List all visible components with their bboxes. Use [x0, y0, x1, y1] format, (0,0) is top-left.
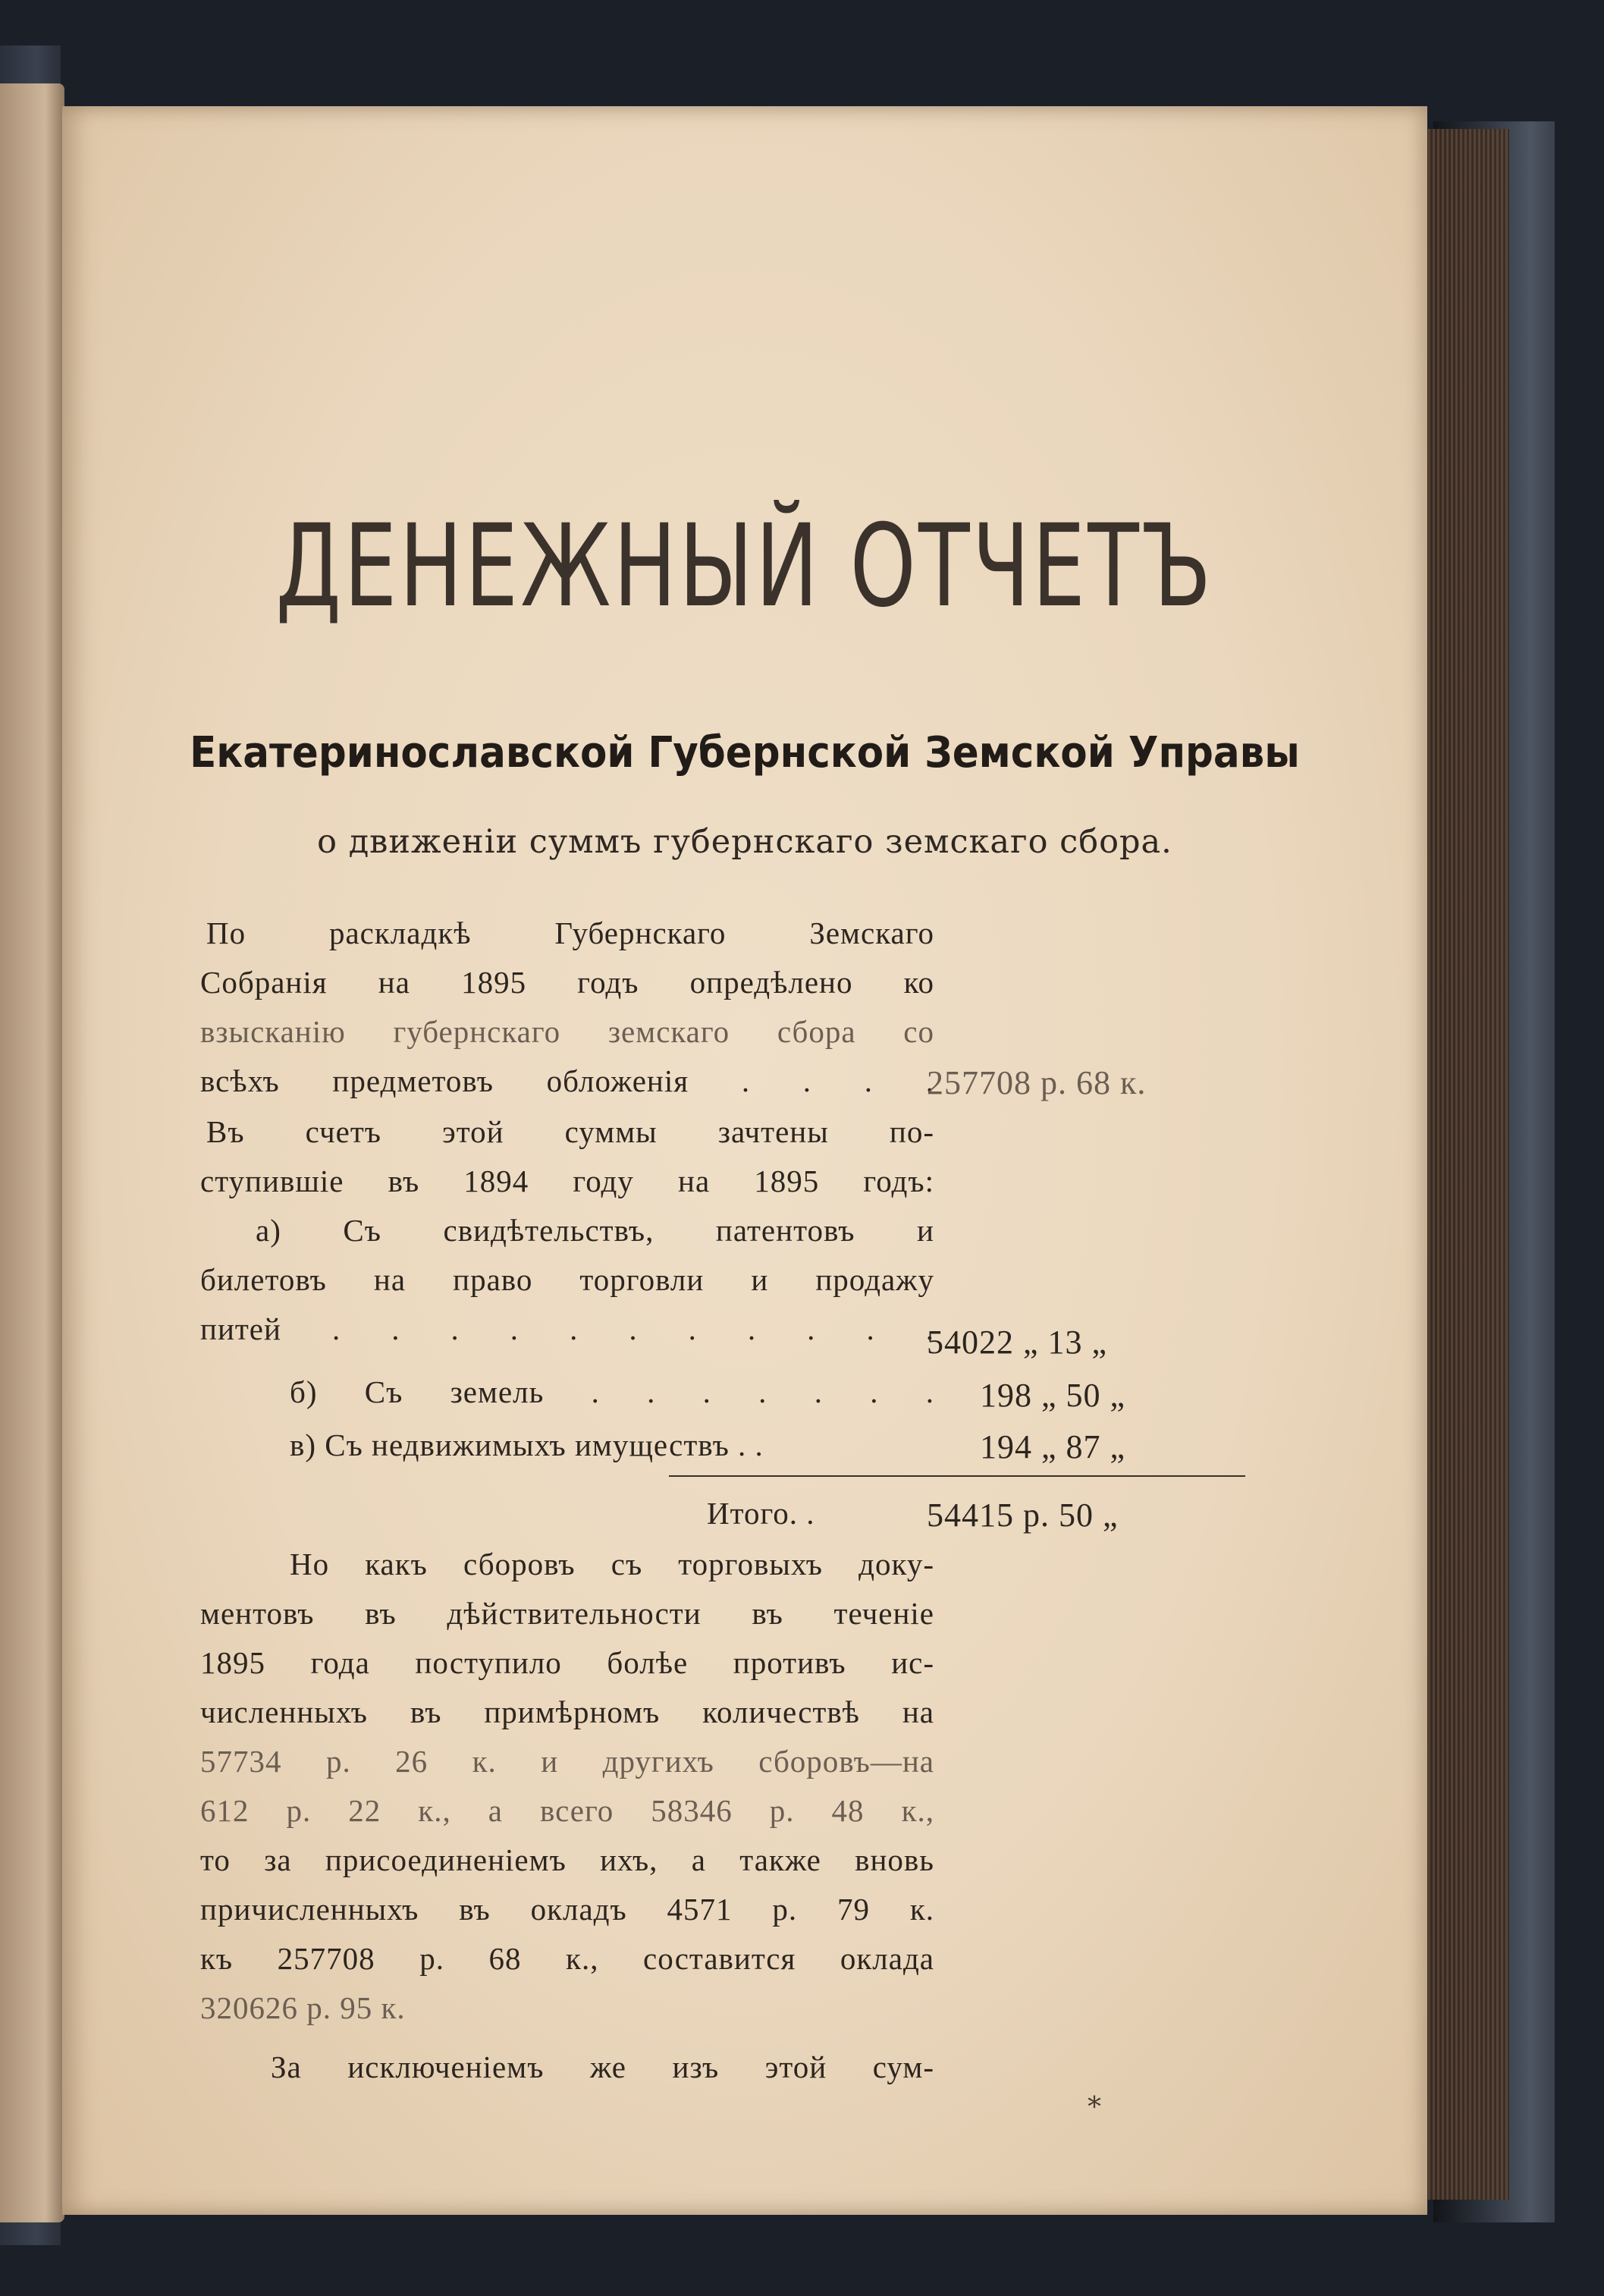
text-line: къ 257708 р. 68 к., составится оклада — [200, 1941, 934, 1976]
item-amount: 194 „ 87 „ — [980, 1428, 1126, 1465]
item-amount: 198 „ 50 „ — [980, 1377, 1126, 1414]
page-content — [62, 106, 1427, 2215]
text-line: 320626 р. 95 к. — [200, 1990, 406, 2025]
item-line: б) Съ земель . . . . . . . — [290, 1374, 934, 1409]
text-line: то за присоединенiемъ ихъ, а также вновь — [200, 1842, 934, 1877]
total-label: Итого. . — [707, 1496, 815, 1531]
sum-rule — [669, 1475, 1245, 1477]
text-line: 57734 р. 26 к. и другихъ сборовъ—на — [200, 1744, 934, 1779]
book-page — [62, 106, 1427, 2215]
total-amount: 54415 р. 50 „ — [927, 1497, 1119, 1534]
text-line: причисленныхъ въ окладъ 4571 р. 79 к. — [200, 1892, 934, 1927]
text-line: Но какъ сборовъ съ торговыхъ доку- — [290, 1547, 934, 1581]
text-line: численныхъ въ примѣрномъ количествѣ на — [200, 1695, 934, 1729]
item-line: в) Съ недвижимыхъ имуществъ . . — [290, 1428, 764, 1462]
amount-total-levy: 257708 р. 68 к. — [927, 1064, 1147, 1101]
text-line: За исключенiемъ же изъ этой сум- — [271, 2049, 934, 2084]
text-line: взысканiю губернскаго земскаго сбора со — [200, 1014, 934, 1049]
page-title: ДЕНЕЖНЫЙ ОТЧЕТЪ — [275, 501, 1214, 633]
text-line: ступившiе въ 1894 году на 1895 годъ: — [200, 1164, 934, 1198]
text-line: 612 р. 22 к., а всего 58346 р. 48 к., — [200, 1793, 934, 1828]
page-subtitle: Екатеринославской Губернской Земской Управы — [190, 728, 1300, 777]
text-line: По раскладкѣ Губернскаго Земскаго — [206, 916, 934, 950]
text-line: Собранiя на 1895 годъ опредѣлено ко — [200, 965, 934, 1000]
item-line: а) Съ свидѣтельствъ, патентовъ и — [256, 1213, 934, 1248]
item-line: билетовъ на право торговли и продажу — [200, 1262, 934, 1297]
item-line: питей . . . . . . . . . . . — [200, 1311, 934, 1346]
page-edges — [1426, 129, 1509, 2200]
page-subtitle-2: о движенiи суммъ губернскаго земскаго сбора. — [317, 823, 1172, 861]
text-line: ментовъ въ дѣйствительности въ теченiе — [200, 1596, 934, 1631]
text-line: всѣхъ предметовъ обложенiя . . . . — [200, 1063, 934, 1098]
text-line: 1895 года поступило болѣе противъ ис- — [200, 1645, 934, 1680]
footer-mark: * — [1088, 2092, 1101, 2123]
facing-page-edge — [0, 83, 64, 2222]
item-amount: 54022 „ 13 „ — [927, 1324, 1108, 1361]
text-line: Въ счетъ этой суммы зачтены по- — [206, 1114, 934, 1149]
